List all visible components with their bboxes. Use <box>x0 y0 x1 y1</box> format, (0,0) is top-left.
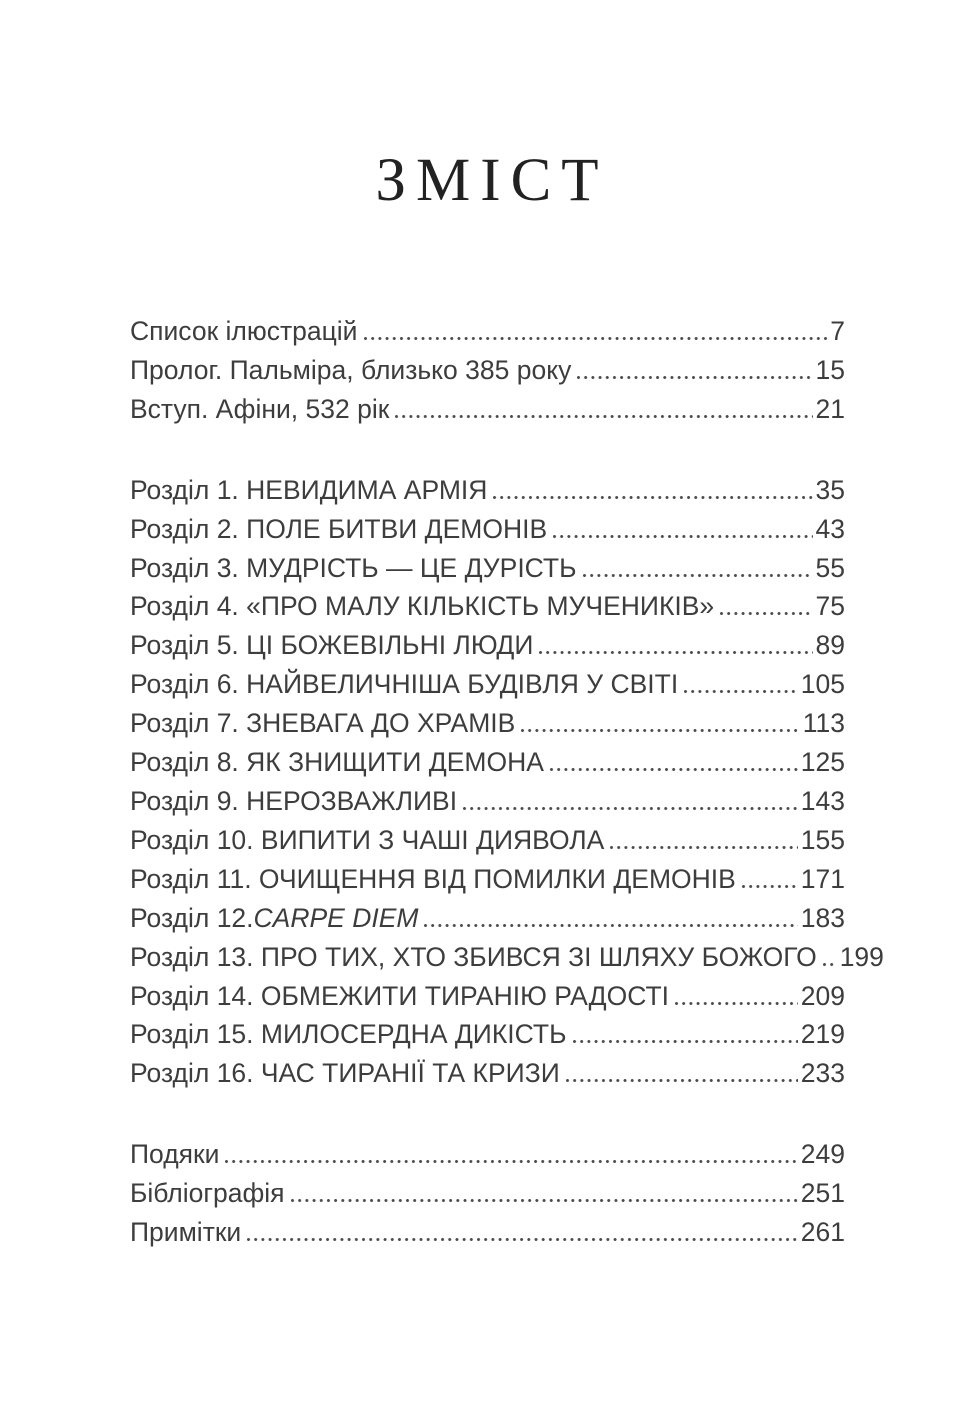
toc-entry-label: Розділ 14. ОБМЕЖИТИ ТИРАНІЮ РАДОСТІ <box>130 980 670 1011</box>
toc-entry-page-number: 249 <box>800 1139 845 1170</box>
toc-entry-label: Розділ 5. ЦІ БОЖЕВІЛЬНІ ЛЮДИ <box>130 630 534 661</box>
toc-entry <box>130 665 845 704</box>
toc-entry <box>130 1213 845 1252</box>
toc-entry-label: Розділ 1. НЕВИДИМА АРМІЯ <box>130 474 488 505</box>
toc-entry-page-number: 155 <box>800 824 845 855</box>
toc-entry-label: Розділ 16. ЧАС ТИРАНІЇ ТА КРИЗИ <box>130 1058 560 1089</box>
toc-leader-dots <box>573 1040 798 1043</box>
toc-entry-page-number: 219 <box>800 1019 845 1050</box>
toc-entry-label: Список ілюстрацій <box>130 316 358 346</box>
toc-entry <box>130 1054 845 1093</box>
toc-entry-page-number: 89 <box>815 630 845 661</box>
toc-entry <box>130 626 845 665</box>
toc-leader-dots <box>463 807 798 810</box>
toc-entry <box>130 938 884 977</box>
toc-entry-label: Подяки <box>130 1139 220 1170</box>
toc-leader-dots <box>675 1002 798 1005</box>
toc-entry-page-number: 143 <box>800 785 845 816</box>
toc-entry <box>130 899 845 938</box>
toc-leader-dots <box>247 1238 798 1241</box>
toc-leader-dots <box>553 535 812 538</box>
toc-leader-dots <box>395 415 812 418</box>
toc-leader-dots <box>684 690 798 693</box>
toc-entry <box>130 821 845 860</box>
toc-entry-label: Розділ 9. НЕРОЗВАЖЛИВІ <box>130 785 458 816</box>
toc-entry-label: Розділ 4. «ПРО МАЛУ КІЛЬКІСТЬ МУЧЕНИКІВ» <box>130 591 715 622</box>
toc-entry-page-number: 105 <box>800 669 845 700</box>
contents-page <box>0 147 974 1406</box>
toc-entry-page-number: 7 <box>830 316 845 346</box>
toc-entry <box>130 704 845 743</box>
toc-entry <box>130 549 845 588</box>
toc-entry-label-italic: CARPE DIEM <box>253 902 419 933</box>
toc-entry-page-number: 15 <box>815 354 845 385</box>
toc-leader-dots <box>742 885 798 888</box>
toc-entry-label: Розділ 7. ЗНЕВАГА ДО ХРАМІВ <box>130 708 516 739</box>
toc-entry-page-number: 35 <box>815 474 845 505</box>
toc-entry <box>130 510 845 549</box>
toc-leader-dots <box>550 768 798 771</box>
toc-leader-dots <box>424 924 797 927</box>
toc-entry <box>130 1015 845 1054</box>
toc-group-back-matter <box>130 1135 845 1252</box>
toc-entry-page-number: 113 <box>802 708 845 739</box>
toc-leader-dots <box>225 1160 797 1163</box>
toc-entry-page-number: 75 <box>815 591 845 622</box>
toc-entry <box>130 860 845 899</box>
toc-leader-dots <box>291 1199 798 1202</box>
toc-leader-dots <box>720 612 812 615</box>
toc-entry <box>130 782 845 821</box>
toc-entry <box>130 1174 845 1213</box>
toc-leader-dots <box>823 963 837 966</box>
toc-entry-page-number: 209 <box>800 980 845 1011</box>
toc-entry <box>130 977 845 1016</box>
toc-entry-label: Розділ 6. НАЙВЕЛИЧНІША БУДІВЛЯ У СВІТІ <box>130 669 679 700</box>
toc-entry-label: Розділ 3. МУДРІСТЬ — ЦЕ ДУРІСТЬ <box>130 552 577 583</box>
toc-leader-dots <box>521 729 799 732</box>
toc-entry-page-number: 21 <box>815 393 845 424</box>
toc-entry-label: Бібліографія <box>130 1178 285 1209</box>
toc-entry-label: Розділ 13. ПРО ТИХ, ХТО ЗБИВСЯ ЗІ ШЛЯХУ БОЖОГО <box>130 941 817 972</box>
toc-entry-label: Примітки <box>130 1217 242 1248</box>
toc-group-chapters <box>130 471 884 1094</box>
toc-leader-dots <box>566 1079 798 1082</box>
toc-leader-dots <box>610 846 797 849</box>
toc-entry-page-number: 233 <box>800 1058 845 1089</box>
toc-entry <box>130 1135 845 1174</box>
table-of-contents <box>130 312 884 1252</box>
toc-entry-page-number: 199 <box>839 941 884 972</box>
toc-leader-dots <box>577 376 812 379</box>
toc-entry-label: Розділ 11. ОЧИЩЕННЯ ВІД ПОМИЛКИ ДЕМОНІВ <box>130 863 736 894</box>
toc-entry <box>130 312 845 351</box>
toc-entry <box>130 351 845 390</box>
toc-entry-label: Розділ 2. ПОЛЕ БИТВИ ДЕМОНІВ <box>130 513 548 544</box>
toc-entry-label: Розділ 8. ЯК ЗНИЩИТИ ДЕМОНА <box>130 747 544 778</box>
toc-leader-dots <box>539 651 812 654</box>
toc-entry-page-number: 125 <box>800 747 845 778</box>
toc-entry-label: Розділ 15. МИЛОСЕРДНА ДИКІСТЬ <box>130 1019 567 1050</box>
toc-entry-label: Розділ 10. ВИПИТИ З ЧАШІ ДИЯВОЛА <box>130 824 605 855</box>
toc-entry-page-number: 171 <box>800 863 845 894</box>
toc-entry <box>130 390 845 429</box>
toc-entry-page-number: 261 <box>800 1217 845 1248</box>
toc-leader-dots <box>364 337 828 340</box>
toc-entry-page-number: 43 <box>815 513 845 544</box>
toc-leader-dots <box>583 574 813 577</box>
toc-entry-label: Розділ 12. <box>130 902 254 933</box>
toc-entry <box>130 471 845 510</box>
toc-entry-label: Пролог. Пальміра, близько 385 року <box>130 354 572 385</box>
toc-leader-dots <box>493 496 812 499</box>
toc-entry-page-number: 55 <box>815 552 845 583</box>
toc-entry-label: Вступ. Афіни, 532 рік <box>130 393 390 424</box>
page-title: ЗМІСТ <box>375 147 609 214</box>
toc-entry-page-number: 183 <box>800 902 845 933</box>
toc-entry <box>130 587 845 626</box>
toc-entry <box>130 743 845 782</box>
toc-entry-page-number: 251 <box>800 1178 845 1209</box>
toc-group-front-matter <box>130 312 845 429</box>
